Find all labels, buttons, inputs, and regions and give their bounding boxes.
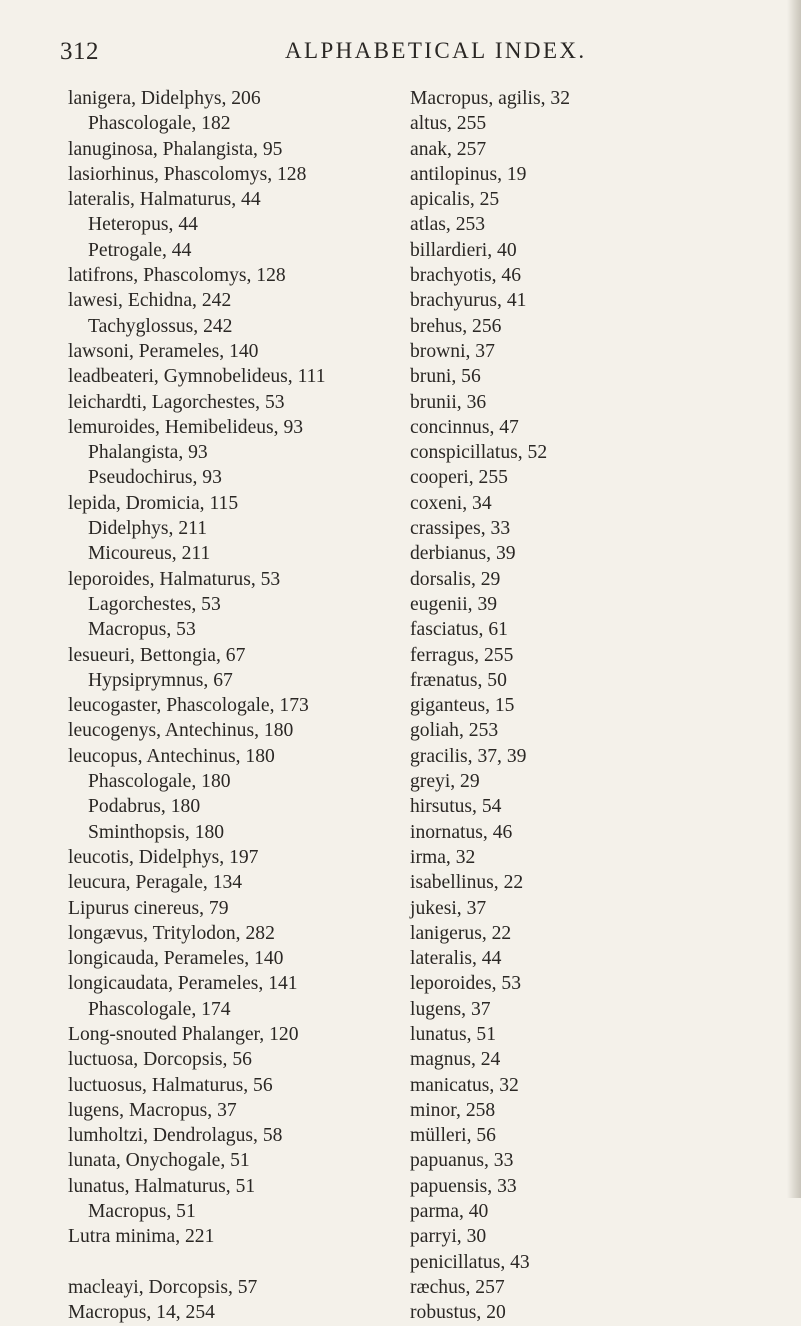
index-entry: jukesi, 37 <box>410 897 487 919</box>
index-entry: altus, 255 <box>410 113 487 135</box>
index-entry: lanigerus, 22 <box>410 922 512 944</box>
index-entry: browni, 37 <box>410 340 495 362</box>
index-entry: mülleri, 56 <box>410 1125 496 1147</box>
index-subentry: Didelphys, 211 <box>88 518 208 540</box>
index-entry: hirsutus, 54 <box>410 796 502 818</box>
index-subentry: Lagorchestes, 53 <box>88 593 221 615</box>
index-entry: penicillatus, 43 <box>410 1251 530 1273</box>
index-entry: macleayi, Dorcopsis, 57 <box>68 1276 258 1298</box>
index-entry: lunatus, Halmaturus, 51 <box>68 1175 256 1197</box>
index-entry: lepida, Dromicia, 115 <box>68 492 239 514</box>
index-entry: leadbeateri, Gymnobelideus, 111 <box>68 366 326 388</box>
index-entry: lanigera, Didelphys, 206 <box>68 88 261 109</box>
page-number: 312 <box>60 38 99 65</box>
index-entry: fasciatus, 61 <box>410 619 508 641</box>
index-column-left <box>68 86 398 1326</box>
index-subentry: Heteropus, 44 <box>88 214 198 236</box>
index-entry: luctuosa, Dorcopsis, 56 <box>68 1049 252 1071</box>
index-entry: lateralis, Halmaturus, 44 <box>68 189 261 211</box>
index-entry: leucopus, Antechinus, 180 <box>68 745 275 767</box>
index-subentry: Phascologale, 182 <box>88 113 231 135</box>
index-entry: apicalis, 25 <box>410 189 500 211</box>
index-entry: lugens, 37 <box>410 998 491 1020</box>
index-entry: manicatus, 32 <box>410 1074 519 1096</box>
index-entry: brunii, 36 <box>410 391 487 413</box>
index-subentry: Phascologale, 174 <box>88 998 231 1020</box>
index-entry: lateralis, 44 <box>410 948 502 970</box>
page-header <box>60 38 750 68</box>
index-entry: lesueuri, Bettongia, 67 <box>68 644 246 666</box>
index-entry: Lutra minima, 221 <box>68 1226 215 1248</box>
index-entry: brachyotis, 46 <box>410 265 522 287</box>
index-entry: latifrons, Phascolomys, 128 <box>68 265 286 287</box>
index-subentry: Micoureus, 211 <box>88 543 211 565</box>
index-entry: dorsalis, 29 <box>410 568 501 590</box>
index-entry: coxeni, 34 <box>410 492 492 514</box>
index-entry: cooperi, 255 <box>410 467 508 489</box>
index-entry: leichardti, Lagorchestes, 53 <box>68 391 285 413</box>
index-entry: lugens, Macropus, 37 <box>68 1099 237 1121</box>
index-entry: greyi, 29 <box>410 771 480 793</box>
index-entry: gracilis, 37, 39 <box>410 745 527 767</box>
index-entry: lunata, Onychogale, 51 <box>68 1150 250 1172</box>
index-entry: lumholtzi, Dendrolagus, 58 <box>68 1125 283 1147</box>
index-subentry: Sminthopsis, 180 <box>88 821 225 843</box>
index-entry: Lipurus cinereus, 79 <box>68 897 229 919</box>
index-subentry: Petrogale, 44 <box>88 239 192 261</box>
index-subentry: Phascologale, 180 <box>88 771 231 793</box>
index-entry: lemuroides, Hemibelideus, 93 <box>68 416 304 438</box>
index-column-right <box>410 86 750 1326</box>
index-entry: bruni, 56 <box>410 366 481 388</box>
index-subentry: Pseudochirus, 93 <box>88 467 222 489</box>
index-entry: longævus, Tritylodon, 282 <box>68 922 275 944</box>
index-entry: parryi, 30 <box>410 1226 487 1248</box>
index-entry: isabellinus, 22 <box>410 872 524 894</box>
index-entry: lanuginosa, Phalangista, 95 <box>68 138 283 160</box>
index-entry: papuensis, 33 <box>410 1175 517 1197</box>
index-subentry: Tachyglossus, 242 <box>88 315 233 337</box>
index-entry: billardieri, 40 <box>410 239 517 261</box>
index-entry: Long-snouted Phalanger, 120 <box>68 1023 299 1045</box>
index-subentry: Macropus, 53 <box>88 619 196 641</box>
index-entry: parma, 40 <box>410 1201 489 1223</box>
index-entry: concinnus, 47 <box>410 416 519 438</box>
index-entry: magnus, 24 <box>410 1049 501 1071</box>
index-entry: longicauda, Perameles, 140 <box>68 948 284 970</box>
index-entry: eugenii, 39 <box>410 593 498 615</box>
index-entry: robustus, 20 <box>410 1302 506 1324</box>
index-entry: brehus, 256 <box>410 315 502 337</box>
index-entry: leucogaster, Phascologale, 173 <box>68 695 309 717</box>
index-entry: leporoides, 53 <box>410 973 522 995</box>
running-title: ALPHABETICAL INDEX. <box>285 38 587 63</box>
index-entry: leucotis, Didelphys, 197 <box>68 846 259 868</box>
index-entry: luctuosus, Halmaturus, 56 <box>68 1074 273 1096</box>
index-entry: lasiorhinus, Phascolomys, 128 <box>68 163 307 185</box>
index-subentry: Macropus, 51 <box>88 1201 196 1223</box>
index-entry: lawsoni, Perameles, 140 <box>68 340 259 362</box>
index-entry: giganteus, 15 <box>410 695 515 717</box>
index-entry: leucogenys, Antechinus, 180 <box>68 720 294 742</box>
index-entry: longicaudata, Perameles, 141 <box>68 973 298 995</box>
index-entry: brachyurus, 41 <box>410 290 527 312</box>
index-entry: minor, 258 <box>410 1099 496 1121</box>
index-entry: conspicillatus, 52 <box>410 442 548 464</box>
index-subentry: Podabrus, 180 <box>88 796 201 818</box>
index-entry: lunatus, 51 <box>410 1023 496 1045</box>
index-entry: Macropus, agilis, 32 <box>410 88 570 109</box>
page-edge-shadow <box>787 0 801 1198</box>
index-entry: goliah, 253 <box>410 720 499 742</box>
index-entry: leucura, Peragale, 134 <box>68 872 243 894</box>
index-entry: crassipes, 33 <box>410 518 511 540</box>
index-entry: inornatus, 46 <box>410 821 513 843</box>
index-entry: lawesi, Echidna, 242 <box>68 290 232 312</box>
index-subentry: Hypsiprymnus, 67 <box>88 669 233 691</box>
index-entry: ferragus, 255 <box>410 644 514 666</box>
index-entry: papuanus, 33 <box>410 1150 514 1172</box>
index-entry: irma, 32 <box>410 846 476 868</box>
index-entry: anak, 257 <box>410 138 487 160</box>
index-entry: frænatus, 50 <box>410 669 507 691</box>
index-entry: ræchus, 257 <box>410 1276 505 1298</box>
index-entry: atlas, 253 <box>410 214 486 236</box>
index-entry: leporoides, Halmaturus, 53 <box>68 568 281 590</box>
index-subentry: Phalangista, 93 <box>88 442 208 464</box>
index-entry: derbianus, 39 <box>410 543 516 565</box>
index-entry: Macropus, 14, 254 <box>68 1302 215 1324</box>
index-entry: antilopinus, 19 <box>410 163 527 185</box>
